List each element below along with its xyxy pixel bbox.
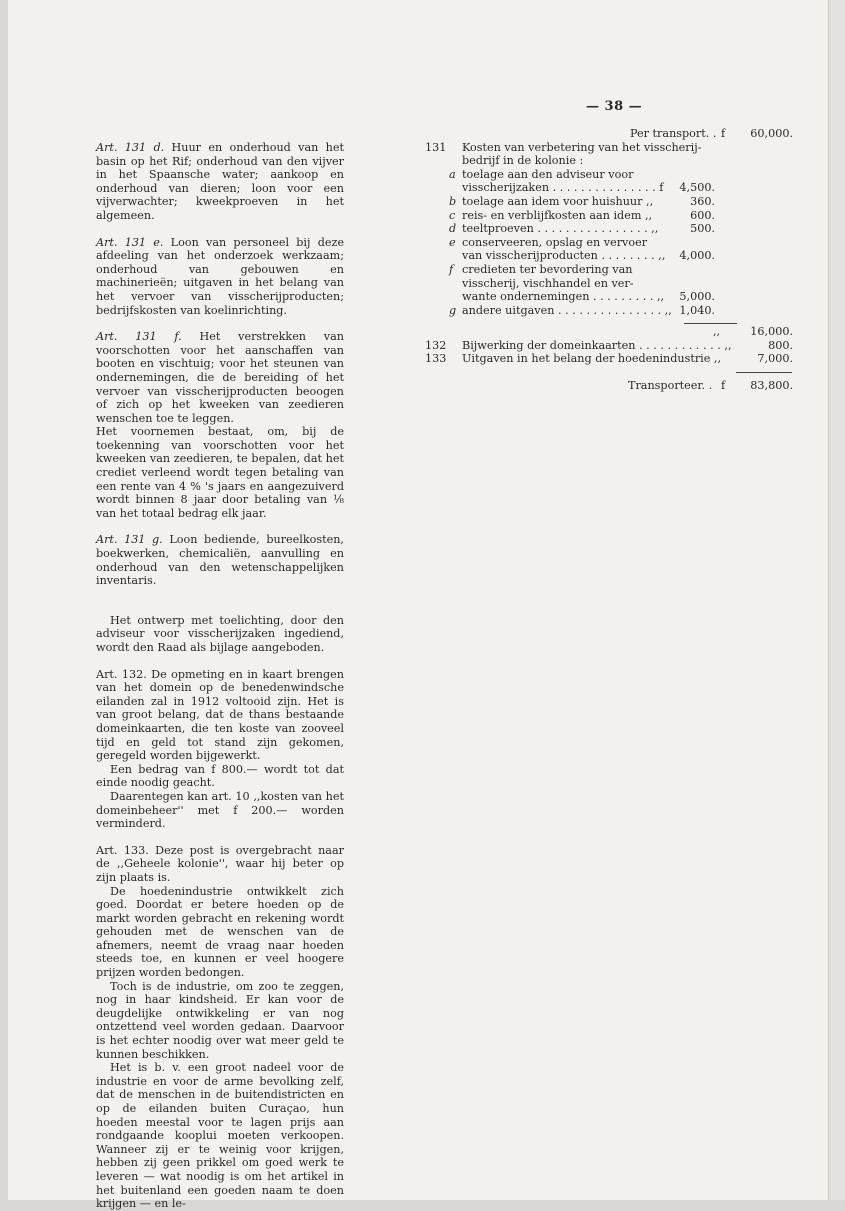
subtotal-amount-row: ,, 16,000. bbox=[713, 324, 793, 338]
item-133-row: 133 Uitgaven in het belang der hoedenindustrie ,, 7,000. bbox=[425, 352, 793, 366]
per-transport-row: Per transport. . f 60,000. bbox=[630, 127, 793, 140]
item-131-row: 131 Kosten van verbetering van het visscherij- bbox=[425, 140, 702, 154]
sub-item-a-cont: visscherijzaken . . . . . . . . . . . . . . . f 4,500. bbox=[462, 181, 715, 195]
sub-item-f-cont2: wante ondernemingen . . . . . . . . . ,, 5,000. bbox=[462, 290, 715, 304]
sub-item-f-cont: visscherij, vischhandel en ver- bbox=[462, 276, 634, 290]
sub-item-e: e conserveeren, opslag en vervoer bbox=[449, 235, 648, 249]
paragraph-art-131g: Art. 131 g. Loon bediende, bureelkosten, boekwerken, chemicaliën, aanvulling en onderhoud van den wetenschappelijken inventaris. bbox=[96, 533, 344, 588]
item-131-continuation: bedrijf in de kolonie : bbox=[462, 154, 584, 168]
paragraph-ontwerp: Het ontwerp met toelichting, door den adviseur voor visscherijzaken ingediend, wordt den Raad als bijlage aangeboden. bbox=[96, 613, 344, 654]
paragraph-daarentegen: Daarentegen kan art. 10 ,,kosten van het domeinbeheer'' met f 200.— worden verminderd. bbox=[96, 789, 344, 831]
paragraph-kindsheid: Toch is de industrie, om zoo te zeggen, nog in haar kindsheid. Er kan voor de deugdelijke ontwikkeling er van nog ontzettend veel worden gedaan. Daarvoor is het echter noodig over wat meer geld te kunnen beschikken. bbox=[96, 979, 344, 1061]
transporteer-row: Transporteer. . f 83,800. bbox=[628, 379, 793, 393]
paragraph-art-131d: Art. 131 d. Huur en onderhoud van het basin op het Rif; onderhoud van den vijver in het Spaansche water; aankoop en onderhoud van dieren; loon voor een vijverwachter; kweekproeven in het algemeen. bbox=[96, 141, 344, 222]
paragraph-art-131f: Art. 131 f. Het verstrekken van voorschotten voor het aanschaffen van booten en vischtuig; voor het steunen van ondernemingen, die de bereiding of het vervoer van visscherijproducten beoogen of zich op het kweeken van zeedieren wenschen toe te leggen. bbox=[96, 330, 344, 425]
paragraph-voornemen: Het voornemen bestaat, om, bij de toekenning van voorschotten voor het kweeken van zeedieren, te bepalen, dat het crediet verleend wordt tegen betaling van een rente van 4 % 's jaars en aangezuiverd wordt binnen 8 jaar door betaling van ⅛ van het totaal bedrag elk jaar. bbox=[96, 425, 344, 520]
sub-item-b: b toelage aan idem voor huishuur ,, 360. bbox=[449, 194, 715, 208]
document-page bbox=[8, 0, 828, 1211]
scan-edge bbox=[828, 0, 845, 1200]
paragraph-art-132: Art. 132. De opmeting en in kaart brengen van het domein op de benedenwindsche eilanden zal in 1912 voltooid zijn. Het is van groot belang, dat de thans bestaande domeinkaarten, die ten koste van zooveel tijd en geld tot stand zijn gekomen, geregeld worden bijgewerkt. bbox=[96, 667, 345, 763]
sub-item-a: a toelage aan den adviseur voor bbox=[449, 167, 634, 181]
paragraph-art-133: Art. 133. Deze post is overgebracht naar de ,,Geheele kolonie'', waar hij beter op zijn plaats is. bbox=[96, 843, 345, 884]
sub-item-d: d teeltproeven . . . . . . . . . . . . . . . . ,, 500. bbox=[449, 222, 715, 236]
item-132-row: 132 Bijwerking der domeinkaarten . . . . . . . . . . . . ,, 800. bbox=[425, 338, 793, 352]
paragraph-art-131e: Art. 131 e. Loon van personeel bij deze afdeeling van het onderzoek werkzaam; onderhoud van gebouwen en machinerieën; uitgaven in het belang van het vervoer van visscherijproducten; bedrijfskosten van koelinrichting. bbox=[96, 235, 344, 317]
right-column-budget bbox=[425, 127, 793, 393]
paragraph-nadeel: Het is b. v. een groot nadeel voor de industrie en voor de arme bevolking zelf, dat de menschen in de buitendistricten en op de eilanden buiten Curaçao, hun hoeden meestal voor te lagen prijs aan rondgaande kooplui moeten verkoopen. Wanneer zij er te weinig voor krijgen, hebben zij geen prikkel om goed werk te leveren — wat noodig is om het artikel in het buitenland een goeden naam te doen krijgen — en le- bbox=[96, 1061, 344, 1211]
left-column bbox=[96, 141, 344, 1211]
paragraph-bedrag: Een bedrag van f 800.— wordt tot dat einde noodig geacht. bbox=[96, 762, 344, 790]
sub-item-e-cont: van visscherijproducten . . . . . . . . ,, 4,000. bbox=[462, 249, 715, 263]
sub-item-c: c reis- en verblijfkosten aan idem ,, 600. bbox=[449, 208, 715, 222]
total-rule-row bbox=[425, 366, 793, 380]
sub-item-g: g andere uitgaven . . . . . . . . . . . . . . . ,, 1,040. bbox=[449, 303, 715, 317]
sub-item-f: f credieten ter bevordering van bbox=[449, 262, 633, 276]
page-number: — 38 — bbox=[586, 99, 643, 114]
total-rule bbox=[736, 372, 792, 373]
paragraph-hoedenindustrie: De hoedenindustrie ontwikkelt zich goed. Doordat er betere hoeden op de markt worden gebracht en rekening wordt gehouden met de wenschen van de afnemers, neemt de vraag naar hoeden steeds toe, en kunnen er veel hoogere prijzen worden bedongen. bbox=[96, 884, 344, 980]
